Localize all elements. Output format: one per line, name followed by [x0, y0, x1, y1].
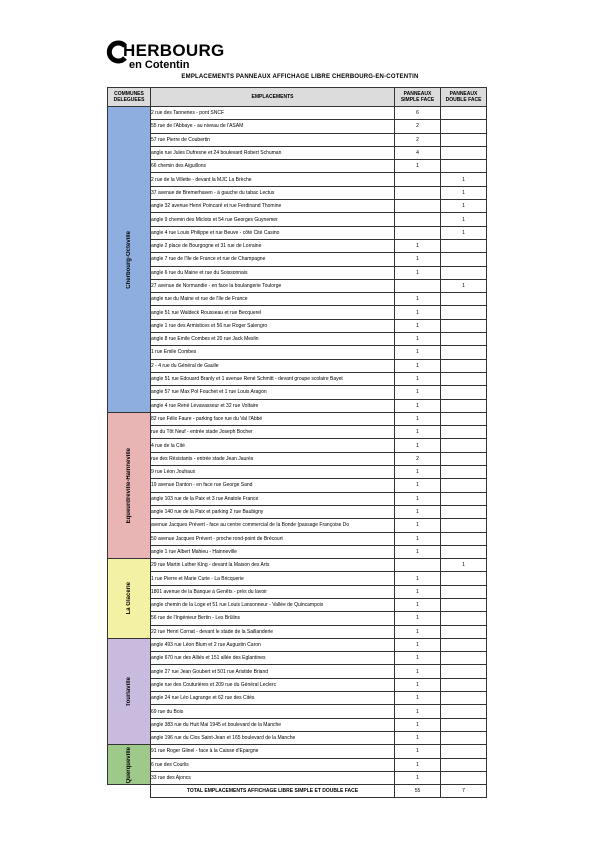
table-row [108, 758, 487, 771]
table-row [108, 439, 487, 452]
simple-face-cell [395, 213, 441, 226]
commune-label: La Glacerie [126, 582, 132, 615]
emplacement-cell: 57 rue Pierre de Coubertin [151, 133, 395, 146]
double-face-cell [441, 519, 487, 532]
table-row [108, 492, 487, 505]
table-row [108, 426, 487, 439]
table-row [108, 133, 487, 146]
commune-cell [108, 412, 151, 558]
commune-cell [108, 638, 151, 744]
emplacement-cell: 2 - 4 rue du Général de Gaulle [151, 359, 395, 372]
table-row [108, 173, 487, 186]
emplacement-cell: 66 chemin des Aiguillons [151, 160, 395, 173]
emplacement-cell: angle 6 rue du Maine et rue du Soissonnais [151, 266, 395, 279]
simple-face-cell: 1 [395, 439, 441, 452]
double-face-cell [441, 771, 487, 784]
emplacement-cell: 6 rue des Courlis [151, 758, 395, 771]
double-face-cell [441, 306, 487, 319]
commune-cell [108, 107, 151, 413]
simple-face-cell [395, 200, 441, 213]
double-face-cell [441, 532, 487, 545]
double-face-cell [441, 479, 487, 492]
emplacement-cell: 1801 avenue de la Banque à Genêts - près du lavoir [151, 585, 395, 598]
table-row [108, 319, 487, 332]
simple-face-cell: 1 [395, 479, 441, 492]
emplacement-cell: 1 rue Pierre et Marie Curie - La Bricquerie [151, 572, 395, 585]
double-face-cell [441, 745, 487, 758]
double-face-cell [441, 359, 487, 372]
simple-face-cell [395, 186, 441, 199]
emplacement-cell: 50 avenue Jacques Prévert - proche rond-point de Brécourt [151, 532, 395, 545]
double-face-cell [441, 545, 487, 558]
table-row [108, 253, 487, 266]
simple-face-cell: 1 [395, 319, 441, 332]
simple-face-cell: 1 [395, 386, 441, 399]
table-row [108, 306, 487, 319]
simple-face-cell: 1 [395, 306, 441, 319]
table-row [108, 505, 487, 518]
emplacement-cell: rue du Tôt Neuf - entrée stade Joseph Bocher [151, 426, 395, 439]
emplacement-cell: 55 rue de l'Abbaye - au niveau de l'ASAM [151, 120, 395, 133]
table-row [108, 771, 487, 784]
emplacement-cell: 29 rue Martin Luther KIng - devant la Maison des Arts [151, 559, 395, 572]
emplacement-cell: 56 rue de l'Ingénieur Bertin - Les Brûlins [151, 612, 395, 625]
table-row [108, 186, 487, 199]
table-row [108, 638, 487, 651]
table-row [108, 585, 487, 598]
table-row [108, 625, 487, 638]
simple-face-cell: 1 [395, 545, 441, 558]
commune-label: Querqueville [126, 746, 132, 783]
table-row [108, 692, 487, 705]
emplacement-cell: angle 4 rue René Levavasseur et 32 rue Voltaire [151, 399, 395, 412]
double-face-cell [441, 107, 487, 120]
total-label-cell: TOTAL EMPLACEMENTS AFFICHAGE LIBRE SIMPLE ET DOUBLE FACE [151, 785, 395, 798]
double-face-cell [441, 612, 487, 625]
table-row [108, 705, 487, 718]
commune-cell [108, 745, 151, 785]
simple-face-cell: 4 [395, 146, 441, 159]
double-face-cell [441, 625, 487, 638]
double-face-cell [441, 160, 487, 173]
simple-face-cell: 2 [395, 452, 441, 465]
commune-cell [108, 559, 151, 639]
double-face-cell [441, 718, 487, 731]
table-row [108, 293, 487, 306]
emplacement-cell: 19 avenue Danton - en face rue George Sand [151, 479, 395, 492]
document-title: EMPLACEMENTS PANNEAUX AFFICHAGE LIBRE CHERBOURG-EN-COTENTIN [181, 74, 419, 80]
table-row [108, 572, 487, 585]
double-face-cell [441, 372, 487, 385]
table-row [108, 359, 487, 372]
total-blank-cell [108, 785, 151, 798]
table-row [108, 652, 487, 665]
header-emplacements: EMPLACEMENTS [151, 88, 395, 107]
double-face-cell [441, 492, 487, 505]
header-double-face: PANNEAUX DOUBLE FACE [441, 88, 487, 107]
emplacement-cell: 4 rue de la Cité [151, 439, 395, 452]
double-face-cell [441, 452, 487, 465]
simple-face-cell: 1 [395, 505, 441, 518]
double-face-cell: 1 [441, 279, 487, 292]
double-face-cell [441, 466, 487, 479]
double-face-cell [441, 505, 487, 518]
simple-face-cell: 1 [395, 771, 441, 784]
total-simple-cell: 55 [395, 785, 441, 798]
table-row [108, 386, 487, 399]
simple-face-cell: 1 [395, 692, 441, 705]
logo [106, 40, 226, 74]
commune-label: Equeurdreville-Hainneville [126, 447, 132, 524]
table-row [108, 665, 487, 678]
table-row [108, 372, 487, 385]
emplacement-cell: 37 avenue de Bremerhaven - à gauche du tabac Lectus [151, 186, 395, 199]
simple-face-cell: 1 [395, 519, 441, 532]
simple-face-cell: 2 [395, 133, 441, 146]
table-row [108, 718, 487, 731]
logo-sub: en Cotentin [129, 59, 190, 71]
emplacements-table [107, 87, 487, 798]
emplacement-cell: angle 196 rue du Clos Saint-Jean et 165 boulevard de la Manche [151, 731, 395, 744]
emplacement-cell: angle 4 rue Louis Philippe et rue Beuve - côté Cité Casino [151, 226, 395, 239]
simple-face-cell: 1 [395, 412, 441, 425]
emplacement-cell: angle rue du Maine et rue de l'Ile de France [151, 293, 395, 306]
simple-face-cell: 1 [395, 399, 441, 412]
emplacement-cell: angle 24 rue Léo Lagrange et 62 rue des Cités [151, 692, 395, 705]
simple-face-cell: 1 [395, 572, 441, 585]
emplacement-cell: angle 670 rue des Alliés et 151 allée des Eglantines [151, 652, 395, 665]
double-face-cell [441, 652, 487, 665]
emplacement-cell: 69 rue du Bois [151, 705, 395, 718]
emplacement-cell: angle chemin de la Loge et 51 rue Louis Lansonneur - Vallée de Quincampoix [151, 598, 395, 611]
simple-face-cell: 6 [395, 107, 441, 120]
table-header-row [108, 88, 487, 107]
emplacement-cell: 33 rue des Ajoncs [151, 771, 395, 784]
emplacement-cell: angle 51 rue Edouard Branly et 1 avenue René Schmitt - devant groupe scolaire Bayet [151, 372, 395, 385]
table-row [108, 399, 487, 412]
table-row [108, 160, 487, 173]
emplacement-cell: 27 avenue de Normandie - en face la boulangerie Toulorge [151, 279, 395, 292]
double-face-cell: 1 [441, 200, 487, 213]
double-face-cell [441, 598, 487, 611]
table-row [108, 200, 487, 213]
simple-face-cell [395, 559, 441, 572]
simple-face-cell: 2 [395, 120, 441, 133]
simple-face-cell: 1 [395, 598, 441, 611]
emplacement-cell: 22 rue Henri Cornat - devant le stade de la Saillanderie [151, 625, 395, 638]
simple-face-cell: 1 [395, 745, 441, 758]
double-face-cell [441, 346, 487, 359]
table-row [108, 532, 487, 545]
emplacement-cell: 1 rue Emile Combes [151, 346, 395, 359]
double-face-cell [441, 638, 487, 651]
simple-face-cell: 1 [395, 266, 441, 279]
double-face-cell [441, 146, 487, 159]
double-face-cell [441, 439, 487, 452]
emplacement-cell: angle 57 rue Max Pol Fouchet et 1 rue Louis Aragon [151, 386, 395, 399]
table-row [108, 612, 487, 625]
simple-face-cell: 1 [395, 665, 441, 678]
emplacement-cell: angle 140 rue de la Paix et parking 2 rue Baubigny [151, 505, 395, 518]
simple-face-cell: 1 [395, 160, 441, 173]
emplacement-cell: angle 493 rue Léon Blum et 2 rue Augustin Caron [151, 638, 395, 651]
simple-face-cell: 1 [395, 652, 441, 665]
table-row [108, 213, 487, 226]
simple-face-cell: 1 [395, 333, 441, 346]
emplacement-cell: angle 32 avenue Henri Poincaré et rue Ferdinand Thomine [151, 200, 395, 213]
simple-face-cell: 1 [395, 346, 441, 359]
table-row [108, 333, 487, 346]
emplacement-cell: 2 rue des Tanneries - pont SNCF [151, 107, 395, 120]
double-face-cell: 1 [441, 186, 487, 199]
emplacement-cell: angle 9 chemin des Miclots et 54 rue Georges Guynemer [151, 213, 395, 226]
double-face-cell [441, 665, 487, 678]
simple-face-cell: 1 [395, 532, 441, 545]
table-row [108, 146, 487, 159]
double-face-cell [441, 585, 487, 598]
emplacement-cell: angle 383 rue du Huit Mai 1945 et boulevard de la Manche [151, 718, 395, 731]
emplacement-cell: 2 rue de la Villette - devant la MJC La Brèche [151, 173, 395, 186]
simple-face-cell: 1 [395, 718, 441, 731]
double-face-cell [441, 253, 487, 266]
table-row [108, 519, 487, 532]
emplacement-cell: angle 7 rue de l'Ile de France et rue de Champagne [151, 253, 395, 266]
table-row [108, 479, 487, 492]
total-row [108, 785, 487, 798]
simple-face-cell: 1 [395, 705, 441, 718]
emplacement-cell: angle 1 rue des Armistices et 56 rue Roger Salengro [151, 319, 395, 332]
double-face-cell [441, 692, 487, 705]
simple-face-cell: 1 [395, 731, 441, 744]
double-face-cell: 1 [441, 173, 487, 186]
table-row [108, 466, 487, 479]
double-face-cell [441, 731, 487, 744]
simple-face-cell: 1 [395, 585, 441, 598]
commune-label: Cherbourg-Octeville [126, 230, 132, 289]
double-face-cell [441, 239, 487, 252]
simple-face-cell: 1 [395, 359, 441, 372]
simple-face-cell: 1 [395, 466, 441, 479]
double-face-cell: 1 [441, 559, 487, 572]
emplacement-cell: angle 1 rue Albert Mahieu - Hainneville [151, 545, 395, 558]
table-row [108, 120, 487, 133]
simple-face-cell: 1 [395, 293, 441, 306]
table-row [108, 452, 487, 465]
emplacement-cell: angle 27 rue Jean Goubert et 501 rue Aristide Briand [151, 665, 395, 678]
logo-main: HERBOURG [123, 41, 225, 60]
table-row [108, 346, 487, 359]
table-row [108, 731, 487, 744]
table-row [108, 598, 487, 611]
table-body [108, 107, 487, 798]
emplacement-cell: angle 8 rue Emile Combes et 20 rue Jack Meslin [151, 333, 395, 346]
emplacement-cell: angle rue Jules Dufresne et 24 boulevard Robert Schuman [151, 146, 395, 159]
double-face-cell [441, 678, 487, 691]
emplacement-cell: angle 2 place de Bourgogne et 31 rue de Lorraine [151, 239, 395, 252]
emplacement-cell: 82 rue Félix Faure - parking face rue du Val l'Abbé [151, 412, 395, 425]
table-row [108, 226, 487, 239]
table-row [108, 279, 487, 292]
double-face-cell [441, 266, 487, 279]
header-communes: COMMUNES DELEGUEES [108, 88, 151, 107]
simple-face-cell: 1 [395, 638, 441, 651]
double-face-cell [441, 758, 487, 771]
double-face-cell [441, 333, 487, 346]
table-row [108, 266, 487, 279]
emplacement-cell: angle rue des Couturières et 209 rue du Général Leclerc [151, 678, 395, 691]
emplacement-cell: rue des Résistants - entrée stade Jean Jaurès [151, 452, 395, 465]
table-row [108, 239, 487, 252]
double-face-cell [441, 572, 487, 585]
double-face-cell [441, 412, 487, 425]
table-row [108, 412, 487, 425]
simple-face-cell: 1 [395, 492, 441, 505]
double-face-cell [441, 386, 487, 399]
total-double-cell: 7 [441, 785, 487, 798]
double-face-cell [441, 133, 487, 146]
commune-label: Tourlaville [126, 676, 132, 707]
emplacement-cell: angle 103 rue de la Paix et 3 rue Anatole France [151, 492, 395, 505]
table-row [108, 678, 487, 691]
double-face-cell [441, 705, 487, 718]
header-simple-face: PANNEAUX SIMPLE FACE [395, 88, 441, 107]
simple-face-cell: 1 [395, 253, 441, 266]
simple-face-cell: 1 [395, 372, 441, 385]
simple-face-cell: 1 [395, 625, 441, 638]
table-row [108, 107, 487, 120]
emplacement-cell: 91 rue Roger Glinel - face à la Caisse d'Epargne [151, 745, 395, 758]
table-row [108, 745, 487, 758]
simple-face-cell: 1 [395, 612, 441, 625]
simple-face-cell: 1 [395, 678, 441, 691]
table-row [108, 545, 487, 558]
simple-face-cell: 1 [395, 426, 441, 439]
double-face-cell: 1 [441, 226, 487, 239]
emplacement-cell: avenue Jacques Prévert - face au centre commercial de la Bonde (passage Françoise Do [151, 519, 395, 532]
table-row [108, 559, 487, 572]
double-face-cell: 1 [441, 213, 487, 226]
double-face-cell [441, 399, 487, 412]
double-face-cell [441, 293, 487, 306]
simple-face-cell: 1 [395, 758, 441, 771]
emplacement-cell: 9 rue Léon Jouhaux [151, 466, 395, 479]
simple-face-cell [395, 173, 441, 186]
double-face-cell [441, 426, 487, 439]
simple-face-cell: 1 [395, 239, 441, 252]
double-face-cell [441, 319, 487, 332]
emplacement-cell: angle 51 rue Waldeck Rousseau et rue Becquerel [151, 306, 395, 319]
simple-face-cell [395, 279, 441, 292]
double-face-cell [441, 120, 487, 133]
simple-face-cell [395, 226, 441, 239]
